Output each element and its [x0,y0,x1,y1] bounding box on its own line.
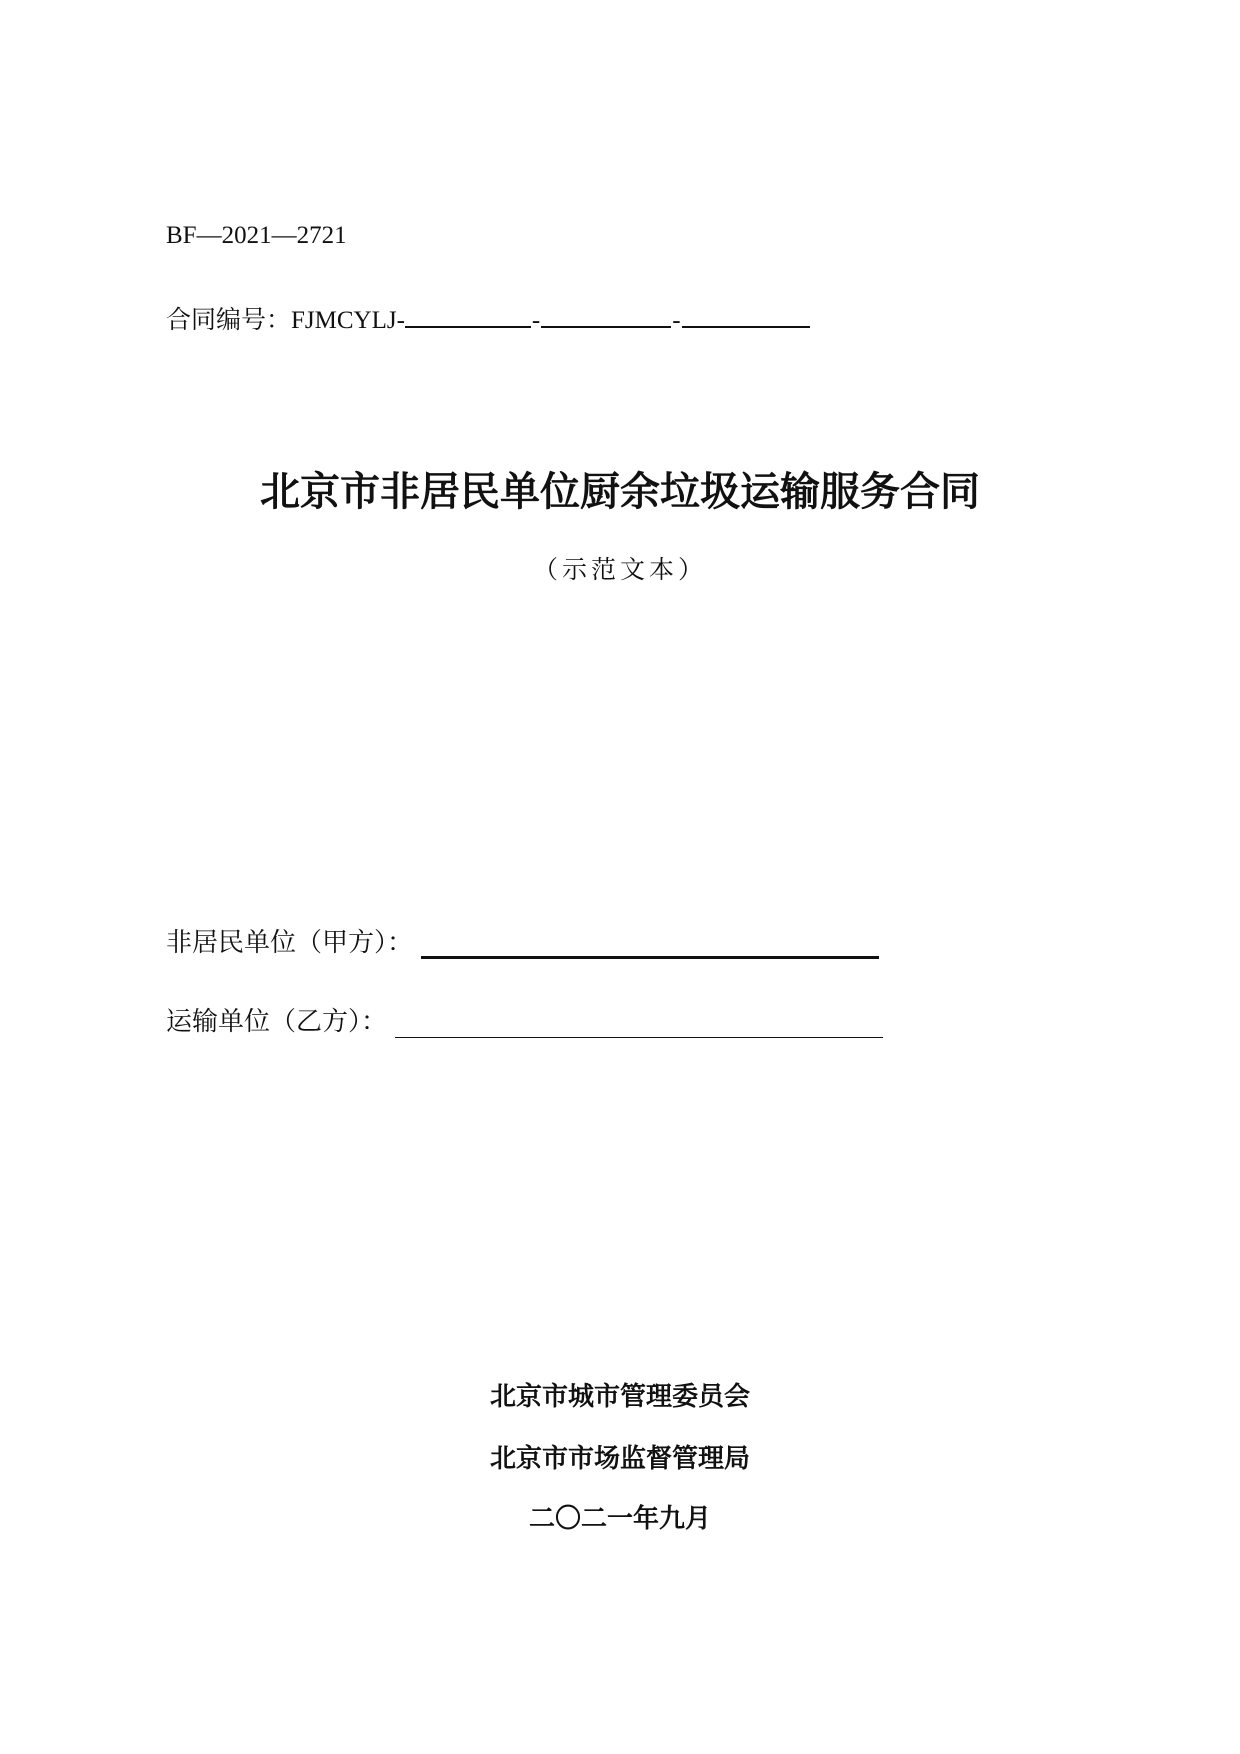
issue-date: 二〇二一年九月 [528,1504,711,1533]
party-a-row [166,922,879,959]
contract-number-blank-2 [541,304,671,328]
contract-number-blank-3 [682,304,810,328]
document-code: BF—2021—2721 [166,222,347,249]
contract-number-label: 合同编号：FJMCYLJ- [166,307,405,334]
party-b-row [166,1001,883,1038]
party-b-blank [395,1011,883,1038]
document-title: 北京市非居民单位厨余垃圾运输服务合同 [260,469,980,514]
party-a-blank [421,930,879,959]
document-subtitle: （示范文本） [532,557,707,584]
issuer-2: 北京市市场监督管理局 [489,1444,750,1473]
contract-number-row [166,300,810,336]
party-b-label: 运输单位（乙方）： [166,1007,388,1036]
contract-number-separator: - [672,307,681,334]
party-a-label: 非居民单位（甲方）： [166,928,414,957]
contract-number-blank-1 [405,304,531,328]
issuer-1: 北京市城市管理委员会 [489,1382,750,1411]
contract-number-separator: - [531,307,541,334]
